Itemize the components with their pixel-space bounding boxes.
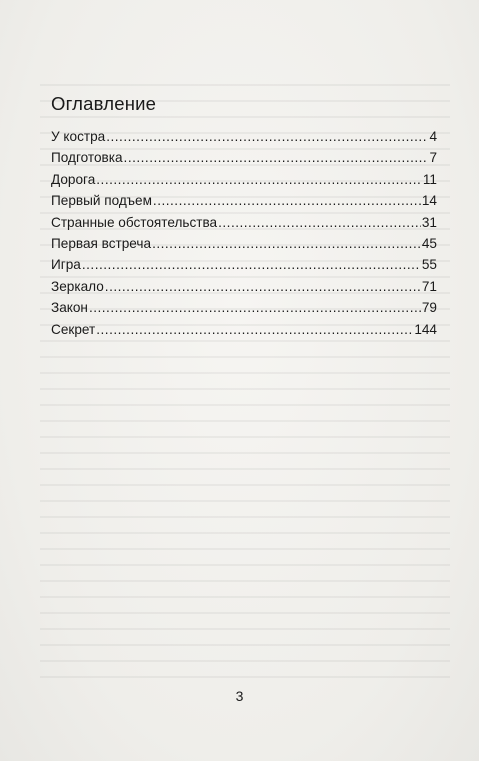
toc-entry: [51, 126, 437, 147]
toc-entry-page: 45: [421, 235, 437, 251]
toc-entry-page: 11: [422, 171, 437, 187]
toc-entry-page: 31: [421, 214, 437, 230]
dot-leader: [89, 297, 421, 318]
toc-entry: [51, 190, 437, 211]
toc-entry-label: Дорога: [51, 171, 96, 187]
dot-leader: [96, 319, 413, 340]
dot-leader: [105, 276, 421, 297]
dot-leader: [96, 169, 422, 190]
toc-entry-page: 4: [429, 129, 437, 144]
toc-entry: [51, 233, 437, 254]
toc-title: Оглавление: [51, 93, 157, 114]
dot-leader: [106, 126, 428, 147]
toc-entry: [51, 297, 437, 318]
dot-leader: [153, 190, 421, 211]
toc-entry-label: Секрет: [51, 321, 96, 337]
dot-leader: [152, 233, 421, 254]
toc-entry: [51, 276, 437, 297]
toc-list: [51, 126, 437, 340]
toc-entry-label: Зеркало: [51, 278, 104, 294]
toc-entry-label: Первая встреча: [51, 235, 152, 251]
toc-entry: [51, 169, 437, 190]
toc-entry: [51, 319, 437, 340]
toc-entry-label: У костра: [51, 129, 106, 144]
dot-leader: [124, 147, 429, 168]
toc-entry-page: 55: [421, 257, 437, 273]
dot-leader: [82, 254, 421, 275]
toc-entry-label: Игра: [51, 257, 81, 273]
page-number: 3: [235, 688, 244, 704]
toc-entry-label: Странные обстоятельства: [51, 214, 218, 230]
toc-entry-page: 79: [421, 300, 437, 316]
toc-entry-label: Подготовка: [51, 150, 123, 166]
toc-entry-page: 71: [421, 278, 437, 294]
toc-entry: [51, 254, 437, 275]
toc-entry-page: 14: [421, 193, 437, 209]
toc-entry-label: Закон: [51, 300, 88, 316]
dot-leader: [218, 212, 421, 233]
toc-entry-label: Первый подъем: [51, 193, 152, 209]
toc-entry: [51, 147, 437, 168]
toc-entry: [51, 212, 437, 233]
toc-entry-page: 7: [429, 150, 437, 166]
toc-entry-page: 144: [414, 321, 437, 337]
